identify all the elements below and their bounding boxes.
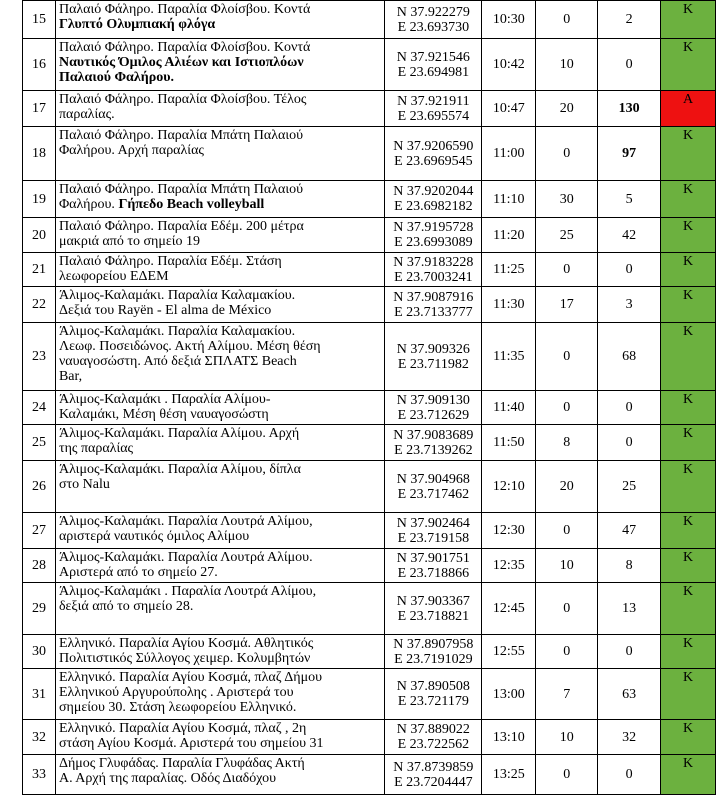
location-text: Άλιμος-Καλαμάκι . Παραλία Αλίμου-	[58, 392, 271, 407]
coordinates	[385, 39, 482, 91]
table-row	[23, 549, 716, 583]
quality-grade: K	[661, 755, 716, 795]
value-2: 63	[598, 669, 661, 720]
location-text: Φαλήρου.	[58, 197, 119, 212]
sampling-time: 11:25	[482, 253, 536, 287]
longitude: E 23.719158	[397, 530, 470, 546]
location-description	[55, 181, 384, 218]
value-1: 20	[536, 91, 598, 127]
longitude: E 23.722562	[397, 737, 470, 752]
latitude: N 37.901751	[396, 550, 470, 566]
location-description	[55, 91, 384, 127]
location-text: Παλαιό Φάληρο. Παραλία Φλοίσβου. Τέλος	[58, 92, 307, 107]
table-row	[23, 461, 716, 513]
sampling-time: 12:10	[482, 461, 536, 513]
point-number: 20	[23, 218, 56, 253]
location-text: παραλίας.	[58, 107, 115, 122]
point-number: 28	[23, 549, 56, 583]
latitude: N 37.8907958	[393, 636, 474, 652]
location-text: Παλαιού Φαλήρου.	[58, 70, 174, 85]
value-2: 0	[598, 755, 661, 795]
location-text: της παραλίας	[58, 441, 134, 456]
coordinates	[385, 127, 482, 181]
location-description	[55, 287, 384, 323]
latitude: N 37.9087916	[393, 289, 474, 305]
location-text: Φαλήρου. Αρχή παραλίας	[58, 143, 204, 158]
location-text: Δεξιά του Rayën - El alma de México	[58, 303, 272, 318]
sampling-time: 12:35	[482, 549, 536, 583]
table-row	[23, 253, 716, 287]
sampling-time: 11:10	[482, 181, 536, 218]
latitude: N 37.903367	[396, 593, 470, 609]
location-description	[55, 391, 384, 425]
longitude: E 23.7003241	[394, 269, 473, 285]
quality-grade: K	[661, 1, 716, 39]
point-number: 16	[23, 39, 56, 91]
value-1: 10	[536, 549, 598, 583]
location-description	[55, 425, 384, 461]
longitude: E 23.721179	[397, 694, 469, 709]
longitude: E 23.7133777	[394, 304, 473, 320]
longitude: E 23.7139262	[394, 442, 473, 458]
coordinates	[385, 755, 482, 795]
location-text: σημείου 30. Στάση λεωφορείου Ελληνικό.	[58, 700, 297, 715]
location-text: Παλαιό Φάληρο. Παραλία Φλοίσβου. Κοντά	[58, 40, 311, 55]
sampling-time: 11:35	[482, 323, 536, 391]
table-row	[23, 635, 716, 669]
value-2: 8	[598, 549, 661, 583]
location-text: Άλιμος-Καλαμάκι. Παραλία Αλίμου, δίπλα	[58, 462, 301, 477]
value-1: 10	[536, 39, 598, 91]
location-text: Πολιτιστικός Σύλλογος χειμερ. Κολυμβητών	[58, 651, 311, 666]
sampling-time: 13:25	[482, 755, 536, 795]
coordinates	[385, 461, 482, 513]
value-1: 0	[536, 513, 598, 549]
longitude: E 23.718821	[397, 608, 470, 624]
value-2: 25	[598, 461, 661, 513]
sampling-time: 10:47	[482, 91, 536, 127]
longitude: E 23.693730	[397, 19, 470, 35]
location-text: Άλιμος-Καλαμάκι. Παραλία Λουτρά Αλίμου.	[58, 550, 313, 565]
latitude: N 37.9183228	[393, 254, 474, 270]
quality-grade: K	[661, 218, 716, 253]
coordinates	[385, 1, 482, 39]
value-2: 0	[598, 39, 661, 91]
latitude: N 37.909326	[396, 341, 470, 357]
location-description	[55, 513, 384, 549]
latitude: N 37.8739859	[393, 759, 474, 775]
location-text: Παλαιό Φάληρο. Παραλία Φλοίσβου. Κοντά	[58, 2, 311, 17]
point-number: 30	[23, 635, 56, 669]
quality-grade: K	[661, 669, 716, 720]
quality-grade: K	[661, 391, 716, 425]
point-number: 32	[23, 720, 56, 755]
sampling-time: 12:45	[482, 583, 536, 635]
sampling-time: 11:50	[482, 425, 536, 461]
table-row	[23, 181, 716, 218]
location-text: Γλυπτό Ολυμπιακή φλόγα	[58, 17, 216, 32]
location-text: Παλαιό Φάληρο. Παραλία Μπάτη Παλαιού	[58, 182, 304, 197]
latitude: N 37.9202044	[393, 184, 474, 199]
location-text: δεξιά από το σημείο 28.	[58, 599, 194, 614]
point-number: 22	[23, 287, 56, 323]
quality-grade: K	[661, 323, 716, 391]
value-2: 47	[598, 513, 661, 549]
latitude: N 37.9083689	[393, 427, 474, 443]
value-1: 0	[536, 391, 598, 425]
location-description	[55, 755, 384, 795]
sampling-time: 10:42	[482, 39, 536, 91]
point-number: 27	[23, 513, 56, 549]
coordinates	[385, 91, 482, 127]
location-text: αριστερά ναυτικός όμιλος Αλίμου	[58, 529, 250, 544]
table-row	[23, 287, 716, 323]
value-1: 30	[536, 181, 598, 218]
sampling-time: 12:55	[482, 635, 536, 669]
table-row	[23, 218, 716, 253]
location-text: Ελληνικό. Παραλία Αγίου Κοσμά. Αθλητικός	[58, 636, 314, 651]
location-text: Παλαιό Φάληρο. Παραλία Μπάτη Παλαιού	[58, 128, 304, 143]
location-description	[55, 461, 384, 513]
location-text: στάση Αγίου Κοσμά. Αριστερά του σημείου 31	[58, 736, 324, 751]
value-2: 13	[598, 583, 661, 635]
location-description	[55, 218, 384, 253]
location-text: Λεωφ. Ποσειδώνος. Ακτή Αλίμου. Μέση θέση	[58, 339, 321, 354]
point-number: 21	[23, 253, 56, 287]
location-text: Άλιμος-Καλαμάκι. Παραλία Καλαμακίου.	[58, 288, 296, 303]
quality-grade: K	[661, 461, 716, 513]
coordinates	[385, 323, 482, 391]
location-text: στο Nalu	[58, 477, 110, 492]
value-2: 32	[598, 720, 661, 755]
longitude: E 23.694981	[397, 64, 470, 80]
point-number: 33	[23, 755, 56, 795]
longitude: E 23.718866	[397, 565, 470, 581]
value-2: 0	[598, 635, 661, 669]
sampling-time: 11:30	[482, 287, 536, 323]
table-body	[23, 1, 716, 795]
location-text: ναυαγοσώστη. Από δεξιά ΣΠΛΑΤΣ Beach	[58, 354, 297, 369]
latitude: N 37.890508	[396, 679, 470, 694]
location-text: Άλιμος-Καλαμάκι. Παραλία Καλαμακίου.	[58, 324, 296, 339]
location-text: Bar,	[58, 369, 83, 384]
quality-grade: A	[661, 91, 716, 127]
value-1: 0	[536, 323, 598, 391]
coordinates	[385, 720, 482, 755]
longitude: E 23.7204447	[394, 774, 473, 790]
sampling-time: 11:00	[482, 127, 536, 181]
location-text: μακριά από το σημείο 19	[58, 234, 200, 249]
table-row	[23, 755, 716, 795]
value-1: 10	[536, 720, 598, 755]
sampling-time: 13:10	[482, 720, 536, 755]
latitude: N 37.902464	[396, 515, 470, 531]
value-1: 0	[536, 1, 598, 39]
location-text: Ελληνικού Αργυρούπολης . Αριστερά του	[58, 685, 294, 700]
value-2: 0	[598, 425, 661, 461]
location-text: Α. Αρχή της παραλίας. Οδός Διαδόχου	[58, 771, 277, 786]
sampling-table	[22, 0, 716, 795]
location-text: Καλαμάκι, Μέση θέση ναυαγοσώστη	[58, 407, 269, 422]
value-1: 17	[536, 287, 598, 323]
latitude: N 37.9206590	[393, 138, 474, 154]
coordinates	[385, 425, 482, 461]
location-text: Ναυτικός Όμιλος Αλιέων και Ιστιοπλόων	[58, 55, 304, 70]
coordinates	[385, 181, 482, 218]
sampling-time: 10:30	[482, 1, 536, 39]
quality-grade: K	[661, 720, 716, 755]
sampling-time: 12:30	[482, 513, 536, 549]
location-description	[55, 583, 384, 635]
quality-grade: K	[661, 635, 716, 669]
value-2: 42	[598, 218, 661, 253]
latitude: N 37.922279	[396, 4, 470, 20]
coordinates	[385, 513, 482, 549]
location-description	[55, 323, 384, 391]
value-1: 7	[536, 669, 598, 720]
longitude: E 23.712629	[397, 407, 470, 423]
coordinates	[385, 391, 482, 425]
table-row	[23, 91, 716, 127]
latitude: N 37.889022	[396, 722, 470, 737]
table-row	[23, 323, 716, 391]
value-1: 0	[536, 253, 598, 287]
location-description	[55, 1, 384, 39]
longitude: E 23.7191029	[394, 651, 473, 667]
sampling-table-container	[22, 0, 716, 795]
quality-grade: K	[661, 287, 716, 323]
location-text: Γήπεδο Beach volleyball	[118, 197, 265, 212]
table-row	[23, 720, 716, 755]
location-text: Αριστερά από το σημείο 27.	[58, 565, 218, 580]
value-2: 0	[598, 253, 661, 287]
point-number: 15	[23, 1, 56, 39]
quality-grade: K	[661, 39, 716, 91]
point-number: 17	[23, 91, 56, 127]
value-2: 3	[598, 287, 661, 323]
latitude: N 37.921911	[397, 93, 470, 109]
point-number: 18	[23, 127, 56, 181]
coordinates	[385, 549, 482, 583]
value-1: 25	[536, 218, 598, 253]
table-row	[23, 669, 716, 720]
location-text: Ελληνικό. Παραλία Αγίου Κοσμά, πλαζ , 2η	[58, 721, 307, 736]
coordinates	[385, 669, 482, 720]
coordinates	[385, 287, 482, 323]
point-number: 24	[23, 391, 56, 425]
location-description	[55, 635, 384, 669]
location-description	[55, 669, 384, 720]
point-number: 19	[23, 181, 56, 218]
location-text: Άλιμος-Καλαμάκι. Παραλία Αλίμου. Αρχή	[58, 426, 300, 441]
location-text: λεωφορείου ΕΔΕΜ	[58, 269, 169, 284]
point-number: 25	[23, 425, 56, 461]
quality-grade: K	[661, 425, 716, 461]
sampling-time: 13:00	[482, 669, 536, 720]
point-number: 26	[23, 461, 56, 513]
table-row	[23, 1, 716, 39]
value-1: 20	[536, 461, 598, 513]
longitude: E 23.6982182	[394, 199, 473, 214]
value-2: 2	[598, 1, 661, 39]
table-row	[23, 513, 716, 549]
coordinates	[385, 583, 482, 635]
location-description	[55, 39, 384, 91]
quality-grade: K	[661, 513, 716, 549]
table-row	[23, 127, 716, 181]
location-text: Παλαιό Φάληρο. Παραλία Εδέμ. Στάση	[58, 254, 282, 269]
latitude: N 37.921546	[396, 49, 470, 65]
point-number: 23	[23, 323, 56, 391]
table-row	[23, 391, 716, 425]
location-text: Άλιμος-Καλαμάκι . Παραλία Λουτρά Αλίμου,	[58, 584, 317, 599]
longitude: E 23.717462	[397, 486, 470, 502]
quality-grade: K	[661, 127, 716, 181]
location-description	[55, 549, 384, 583]
coordinates	[385, 218, 482, 253]
longitude: E 23.6993089	[394, 235, 473, 250]
sampling-time: 11:40	[482, 391, 536, 425]
latitude: N 37.904968	[396, 471, 470, 487]
longitude: E 23.711982	[397, 356, 469, 372]
value-2: 130	[598, 91, 661, 127]
coordinates	[385, 635, 482, 669]
latitude: N 37.909130	[396, 392, 470, 408]
point-number: 29	[23, 583, 56, 635]
sampling-time: 11:20	[482, 218, 536, 253]
quality-grade: K	[661, 181, 716, 218]
value-1: 0	[536, 583, 598, 635]
value-1: 0	[536, 127, 598, 181]
location-text: Δήμος Γλυφάδας. Παραλία Γλυφάδας Ακτή	[58, 756, 305, 771]
value-1: 8	[536, 425, 598, 461]
value-2: 5	[598, 181, 661, 218]
table-row	[23, 583, 716, 635]
location-text: Άλιμος-Καλαμάκι. Παραλία Λουτρά Αλίμου,	[58, 514, 313, 529]
value-1: 0	[536, 755, 598, 795]
quality-grade: K	[661, 549, 716, 583]
table-row	[23, 425, 716, 461]
value-2: 97	[598, 127, 661, 181]
location-text: Παλαιό Φάληρο. Παραλία Εδέμ. 200 μέτρα	[58, 219, 304, 234]
location-description	[55, 720, 384, 755]
value-1: 0	[536, 635, 598, 669]
quality-grade: K	[661, 253, 716, 287]
longitude: E 23.695574	[397, 108, 470, 124]
point-number: 31	[23, 669, 56, 720]
location-description	[55, 127, 384, 181]
table-row	[23, 39, 716, 91]
value-2: 68	[598, 323, 661, 391]
location-description	[55, 253, 384, 287]
location-text: Ελληνικό. Παραλία Αγίου Κοσμά, πλαζ Δήμου	[58, 670, 323, 685]
coordinates	[385, 253, 482, 287]
longitude: E 23.6969545	[394, 153, 473, 169]
quality-grade: K	[661, 583, 716, 635]
latitude: N 37.9195728	[393, 220, 474, 235]
value-2: 0	[598, 391, 661, 425]
